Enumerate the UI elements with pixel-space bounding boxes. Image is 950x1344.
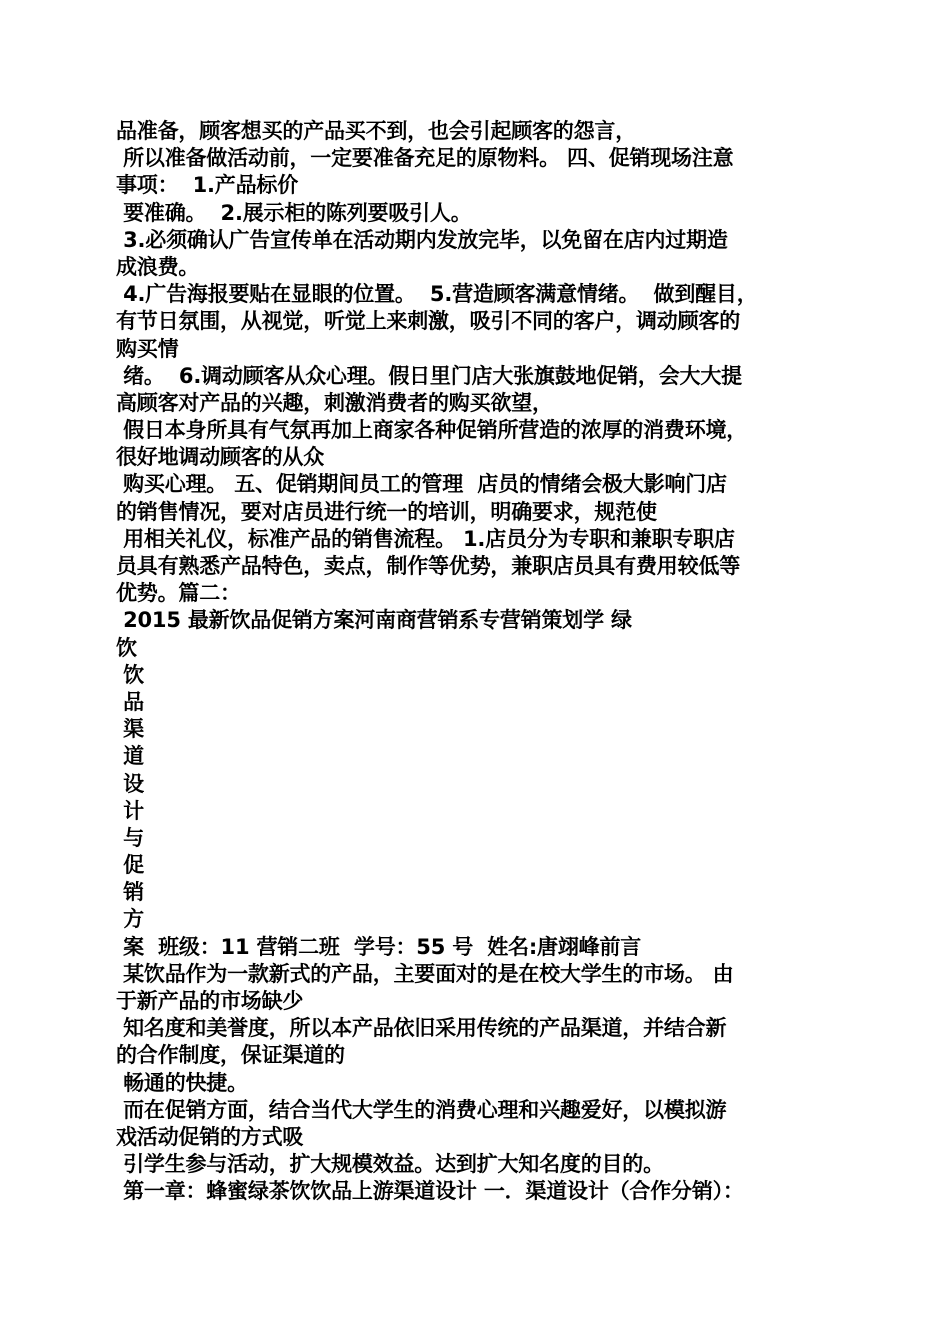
class-info-line: 案 班级：11 营销二班 学号：55 号 姓名:唐翊峰前言: [116, 934, 642, 959]
text-line: 戏活动促销的方式吸: [116, 1124, 304, 1149]
text-line: 于新产品的市场缺少: [116, 989, 304, 1013]
vertical-title-char: 饮: [116, 635, 137, 660]
chapter-heading-line: 第一章：蜂蜜绿茶饮饮品上游渠道设计 一．渠道设计（合作分销）：: [116, 1179, 744, 1204]
section-heading-line: 2015 最新饮品促销方案河南商营销系专营销策划学 绿: [116, 608, 632, 633]
text-line: 事项： 1.产品标价: [116, 173, 299, 198]
text-line: 畅通的快捷。: [116, 1070, 248, 1095]
text-line: 品准备，顾客想买的产品买不到，也会引起顾客的怨言，: [116, 119, 636, 143]
text-line: 员具有熟悉产品特色，卖点，制作等优势，兼职店员具有费用较低等: [116, 554, 740, 578]
text-line: 某饮品作为一款新式的产品，主要面对的是在校大学生的市场。 由: [116, 961, 734, 986]
vertical-title-char: 道: [116, 744, 144, 769]
vertical-title-char: 设: [116, 771, 144, 796]
text-line: 优势。篇二：: [116, 581, 241, 606]
text-line: 所以准备做活动前，一定要准备充足的原物料。 四、促销现场注意: [116, 146, 734, 171]
text-line: 要准确。 2.展示柜的陈列要吸引人。: [116, 200, 472, 225]
text-line: 很好地调动顾客的从众: [116, 445, 324, 470]
text-line: 而在促销方面，结合当代大学生的消费心理和兴趣爱好，以模拟游: [116, 1097, 727, 1122]
vertical-title-char: 与: [116, 825, 144, 850]
text-line: 购买情: [116, 336, 179, 361]
text-line: 的合作制度，保证渠道的: [116, 1043, 345, 1068]
vertical-title-char: 计: [116, 798, 144, 823]
text-line: 4.广告海报要贴在显眼的位置。 5.营造顾客满意情绪。 做到醒目，: [116, 282, 758, 307]
text-line: 3.必须确认广告宣传单在活动期内发放完毕，以免留在店内过期造: [116, 227, 728, 252]
vertical-title-char: 品: [116, 689, 144, 714]
text-line: 购买心理。 五、促销期间员工的管理 店员的情绪会极大影响门店: [116, 472, 727, 497]
document-body: [116, 118, 836, 1206]
text-line: 成浪费。: [116, 254, 200, 279]
text-line: 的销售情况，要对店员进行统一的培训，明确要求，规范使: [116, 499, 657, 524]
vertical-title-char: 渠: [116, 717, 144, 742]
vertical-title-char: 销: [116, 880, 144, 905]
text-line: 高顾客对产品的兴趣，刺激消费者的购买欲望，: [116, 390, 553, 415]
vertical-title-char: 方: [116, 907, 144, 932]
vertical-title-char: 饮: [116, 662, 144, 687]
text-line: 引学生参与活动，扩大规模效益。达到扩大知名度的目的。: [116, 1152, 664, 1177]
vertical-title-char: 促: [116, 853, 144, 878]
text-line: 有节日氛围，从视觉，听觉上来刺激，吸引不同的客户，调动顾客的: [116, 309, 740, 334]
text-line: 假日本身所具有气氛再加上商家各种促销所营造的浓厚的消费环境，: [116, 418, 748, 443]
text-line: 绪。 6.调动顾客从众心理。假日里门店大张旗鼓地促销，会大大提: [116, 363, 742, 388]
text-line: 用相关礼仪，标准产品的销售流程。 1.店员分为专职和兼职专职店: [116, 526, 735, 551]
text-line: 知名度和美誉度，所以本产品依旧采用传统的产品渠道，并结合新: [116, 1016, 727, 1041]
